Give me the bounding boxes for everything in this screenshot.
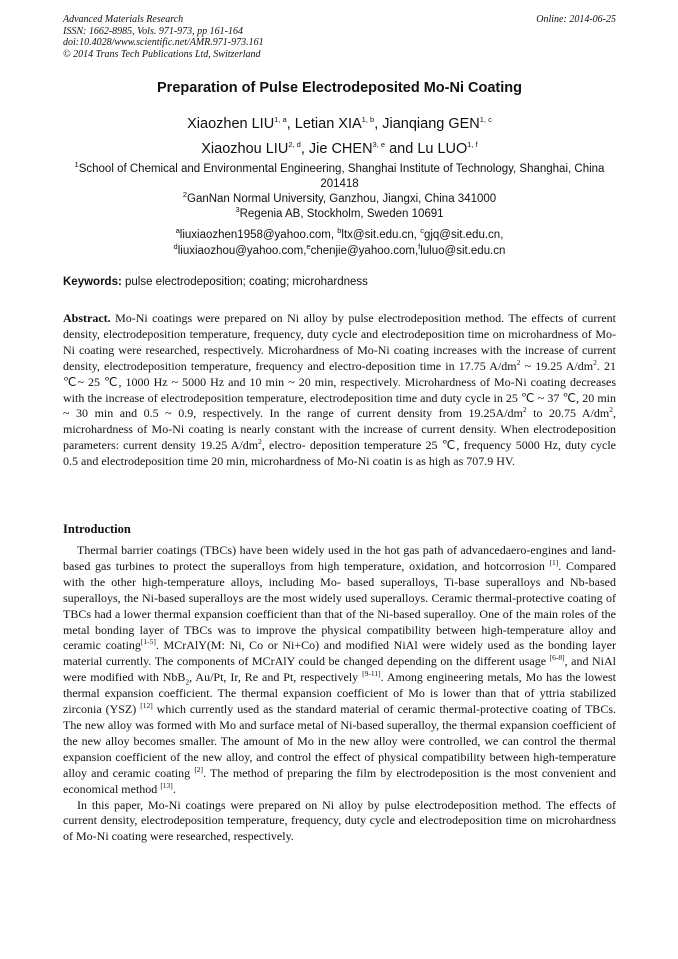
affil-number: 2 — [182, 190, 187, 200]
citation: [1] — [549, 557, 559, 567]
affil-text: School of Chemical and Environmental Engineering, Shanghai Institute of Technology, Shanghai, China 201418 — [78, 163, 605, 190]
email-line-1: $^a$liuxiaozhen1958@yahoo.com, $^b$ltx@sit.edu.cn, $^c$gjq@sit.edu.cn, — [175, 226, 504, 241]
citation: [12] — [140, 701, 153, 711]
author-affil-mark: 1, c — [479, 115, 492, 125]
citation: [1-5] — [140, 637, 156, 647]
author-name: Jie CHEN — [308, 141, 373, 157]
abstract-text: , electro- deposition temperature 25 ℃, frequency 5000 Hz, duty cycle 0.5 and electrodeposition time 20 min, microhardness of Mo-Ni coatin is as high as 707.9 HV. — [63, 438, 616, 469]
affiliation-3 — [63, 207, 616, 222]
body-text: , Au/Pt, Ir, Re and Pt, respectively — [189, 670, 363, 685]
superscript: 2 — [609, 405, 613, 415]
email-mark: f — [418, 242, 421, 252]
body-text: . The method of preparing the film by electrodeposition is the most convenient and economical method — [63, 765, 617, 796]
issn-line: ISSN: 1662-8985, Vols. 971-973, pp 161-164 — [63, 25, 243, 37]
author-list — [63, 112, 616, 162]
email-mark: b — [337, 226, 342, 236]
body-text: Thermal barrier coatings (TBCs) have been widely used in the hot gas path of advancedaero-engines and land-based gas turbines to protect the superalloys from high temperature, oxidation, and hotcorrosion — [63, 543, 616, 573]
affil-number: 1 — [74, 160, 79, 170]
author-name: Letian XIA — [294, 116, 362, 132]
superscript: 2 — [593, 357, 597, 367]
body-text: , and NiAl were modified with NbB — [63, 654, 616, 685]
author-name: Xiaozhou LIU — [201, 141, 289, 157]
citation: [2] — [194, 764, 204, 774]
online-date: Online: 2014-06-25 — [536, 14, 616, 25]
body-text: . MCrAlY(M: Ni, Co or Ni+Co) and modified NiAl were widely used as the bonding layer material currently. The components of MCrAlY could be changed depending on the different usage — [63, 638, 616, 669]
author-sep: , — [374, 116, 383, 132]
paper-title: Preparation of Pulse Electrodeposited Mo-Ni Coating — [157, 80, 522, 96]
superscript: 2 — [258, 437, 262, 447]
author-affil-mark: 1, b — [361, 115, 375, 125]
doi-line: doi:10.4028/www.scientific.net/AMR.971-973.161 — [63, 37, 264, 48]
author-line-2 — [63, 137, 616, 162]
citation: [6-8] — [549, 653, 565, 663]
email-line-2: $^d$liuxiaozhou@yahoo.com,$^e$chenjie@yahoo.com,$^f$luluo@sit.edu.cn — [173, 242, 506, 257]
citation: [13] — [160, 780, 173, 790]
author-emails — [63, 227, 616, 259]
email-link[interactable]: gjq@sit.edu.cn — [423, 229, 501, 241]
abstract-label: Abstract. — [63, 311, 111, 325]
abstract-text: ~ 19.25 A/dm — [520, 358, 594, 373]
author-affil-mark: 2, d — [288, 140, 301, 150]
author-affil-mark: 1, a — [274, 115, 287, 125]
journal-header — [63, 14, 616, 60]
email-link[interactable]: luluo@sit.edu.cn — [420, 245, 506, 257]
body-text: . Compared with the other high-temperature alloys, including Mo- based superalloys, Ti-base superalloys and Nb-based superalloys, the Ni-based superalloys are the most widely used superalloys. Ceramic thermal-protective coating of TBCs had a lower thermal expansion coefficient than that of the Ni-based superalloy. One of the main roles of the metal bonding layer of TBCs was to improve the physical compatibility between high-temperature alloy and ceramic coating — [63, 558, 616, 653]
affil-number: 3 — [235, 205, 240, 215]
author-line-1 — [63, 112, 616, 137]
affiliations — [63, 162, 616, 222]
abstract-text: Mo-Ni coatings were prepared on Ni alloy by pulse electrodeposition method. The effects of current density, electrodeposition temperature, frequency, duty cycle and electrodeposition time on microhardness of Mo-Ni coating were researched, respectively. Microhardness of Mo-Ni coating increases with the increase of current density, electrodeposition temperature, frequency and electro-deposition time in 17.75 A/dm — [63, 311, 616, 373]
author-affil-mark: 1, f — [467, 140, 478, 150]
paragraph: In this paper, Mo-Ni coatings were prepared on Ni alloy by pulse electrodeposition method. The effects of current density, electrodeposition temperature, frequency, duty cycle and electrodeposition time on microhardness of Mo-Ni coating were researched, respectively. — [63, 797, 616, 844]
email-link[interactable]: ltx@sit.edu.cn — [341, 229, 414, 241]
email-link[interactable]: liuxiaozhou@yahoo.com — [177, 245, 304, 257]
author-and: and — [385, 141, 418, 157]
author-sep: , — [300, 141, 309, 157]
affiliation-2 — [63, 192, 616, 207]
journal-name: Advanced Materials Research — [63, 14, 184, 25]
affil-text: GanNan Normal University, Ganzhou, Jiangxi, China 341000 — [187, 193, 497, 205]
subscript: 2 — [185, 677, 190, 687]
abstract-text: to 20.75 A/dm — [526, 406, 610, 421]
keywords-text: pulse electrodeposition; coating; microhardness — [121, 276, 368, 288]
affiliation-1 — [63, 162, 616, 192]
author-sep: , — [286, 116, 295, 132]
section-heading-introduction: Introduction — [63, 522, 131, 536]
body-text: which currently used as the standard material of ceramic thermal-protective coating of TBCs. The new alloy was formed with Mo and surface metal of Ni-based superalloy, the thermal expansion coefficient of the new alloy becomes smaller. The amount of Mo in the new alloy were controlled, we can control the thermal expansion coefficient of the new alloy, and control the effect of physical compatibility between high-temperature alloy and ceramic coating — [63, 702, 616, 780]
citation: [9-11] — [362, 669, 381, 679]
paragraph — [63, 543, 616, 798]
copyright-line: © 2014 Trans Tech Publications Ltd, Switzerland — [63, 48, 261, 60]
author-name: Lu LUO — [417, 141, 468, 157]
body-text: . Among engineering metals, Mo has the lowest thermal expansion coefficient. The thermal expansion coefficient of Mo is lower than that of yttria stabilized zirconia (YSZ) — [63, 670, 616, 717]
abstract-text: . 21 ℃~ 25 ℃, 1000 Hz ~ 5000 Hz and 10 min ~ 20 min, respectively. Microhardness of Mo-Ni coating decreases with the increase of electrodeposition temperature, electrodeposition time and duty cycle in 25 ℃ ~ 37 ℃, 20 min ~ 30 min and 0.5 ~ 0.9, respectively. In the range of current density from 19.25A/dm — [63, 358, 616, 421]
affil-text: Regenia AB, Stockholm, Sweden 10691 — [239, 208, 444, 220]
email-link[interactable]: liuxiaozhen1958@yahoo.com — [179, 229, 331, 241]
introduction-body — [63, 543, 616, 845]
abstract-text: , microhardness of Mo-Ni coating is nearly constant with the increase of current density. When electrodeposition parameters: current density 19.25 A/dm — [63, 406, 616, 453]
abstract — [63, 311, 616, 470]
email-mark: c — [420, 226, 424, 236]
author-name: Jianqiang GEN — [382, 116, 480, 132]
email-mark: e — [306, 242, 311, 252]
email-mark: d — [173, 242, 178, 252]
email-link[interactable]: chenjie@yahoo.com — [310, 245, 415, 257]
author-affil-mark: 3, e — [372, 140, 386, 150]
email-mark: a — [175, 226, 180, 236]
body-text: . — [172, 781, 176, 796]
superscript: 2 — [522, 405, 527, 415]
keywords-label: Keywords: — [63, 276, 122, 288]
author-name: Xiaozhen LIU — [187, 116, 275, 132]
keywords — [63, 276, 616, 288]
superscript: 2 — [516, 357, 521, 367]
